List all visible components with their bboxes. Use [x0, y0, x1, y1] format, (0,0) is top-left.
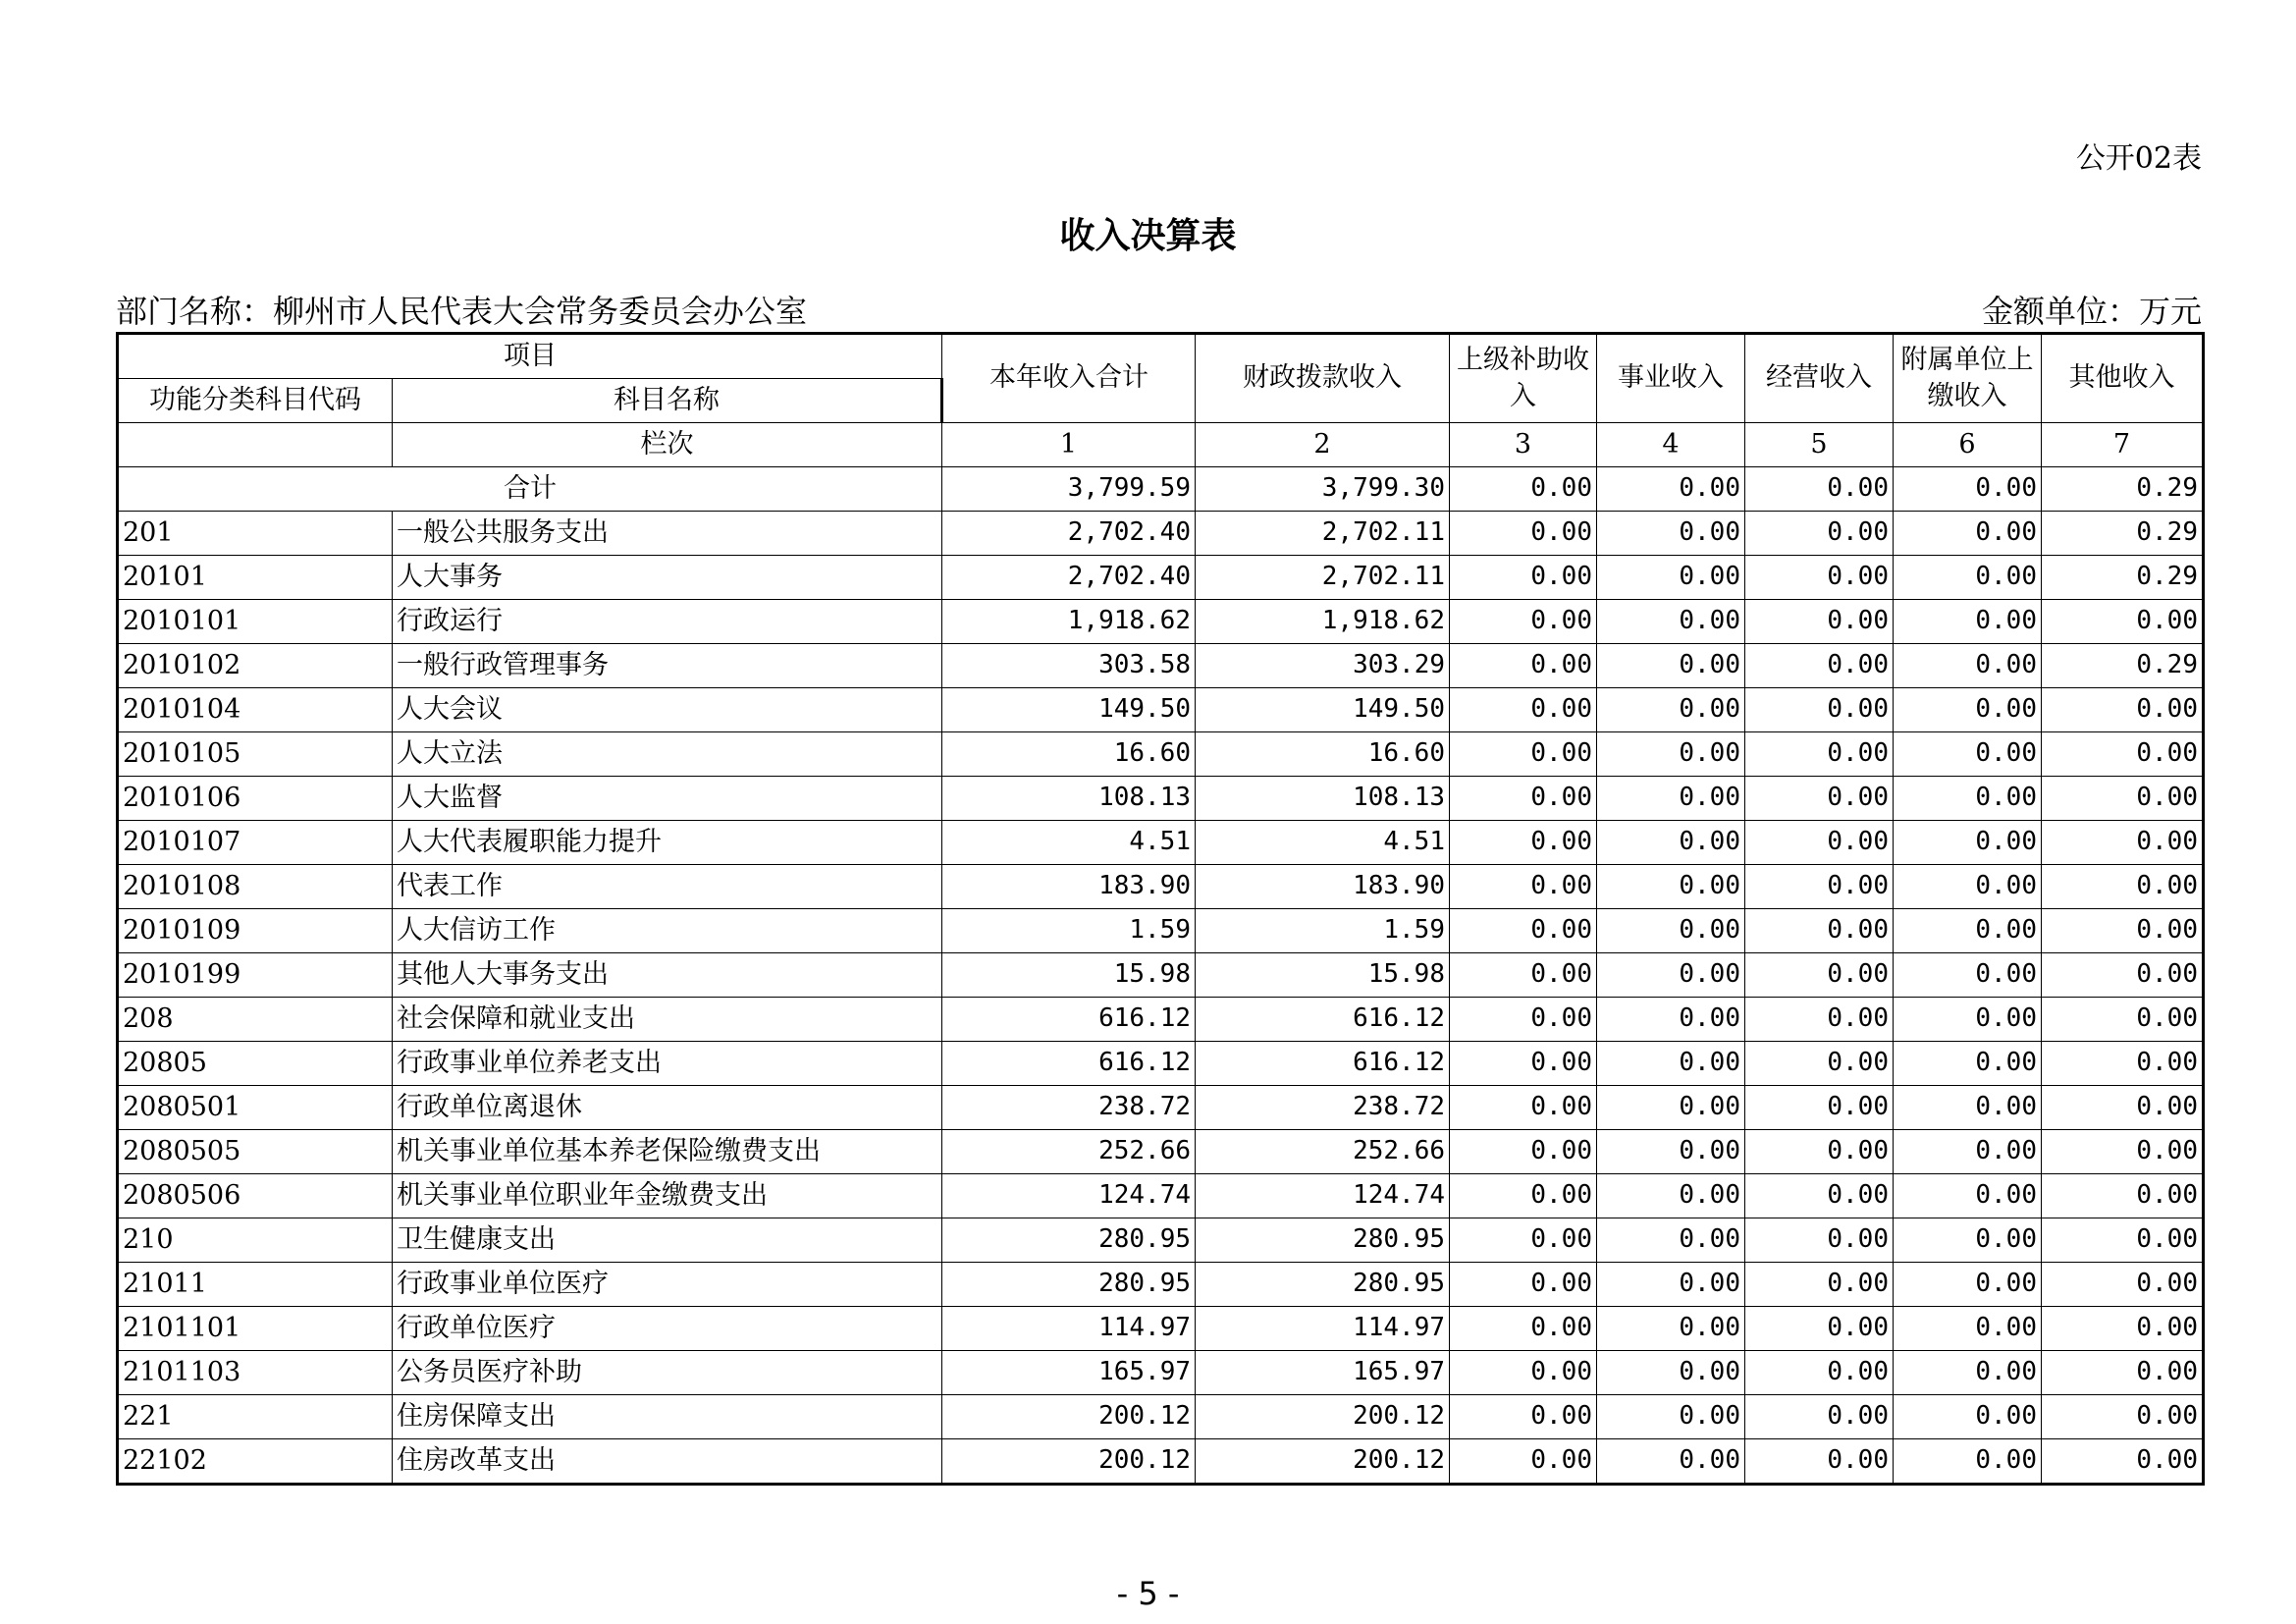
- amount-cell: 0.00: [1745, 821, 1894, 865]
- total-value: 0.29: [2042, 467, 2204, 512]
- header-affiliated: 附属单位上缴收入: [1894, 334, 2042, 423]
- amount-cell: 200.12: [1196, 1439, 1450, 1485]
- total-value: 0.00: [1450, 467, 1597, 512]
- amount-cell: 0.00: [1450, 821, 1597, 865]
- amount-cell: 280.95: [1196, 1218, 1450, 1263]
- subject-name: 人大会议: [393, 688, 942, 732]
- amount-cell: 0.00: [2042, 1174, 2204, 1218]
- total-label: 合计: [118, 467, 942, 512]
- amount-cell: 0.00: [1597, 512, 1745, 556]
- table-row: [118, 821, 2204, 865]
- amount-cell: 0.00: [1450, 688, 1597, 732]
- amount-cell: 0.00: [1597, 1086, 1745, 1130]
- amount-cell: 0.00: [1745, 1086, 1894, 1130]
- amount-cell: 0.00: [1894, 732, 2042, 777]
- amount-cell: 108.13: [1196, 777, 1450, 821]
- table-row: [118, 1439, 2204, 1485]
- subject-code: 2010102: [118, 644, 393, 688]
- amount-cell: 0.00: [1894, 865, 2042, 909]
- amount-cell: 0.00: [1894, 1439, 2042, 1485]
- table-row: [118, 1042, 2204, 1086]
- amount-cell: 0.00: [1597, 953, 1745, 998]
- subject-name: 住房改革支出: [393, 1439, 942, 1485]
- subject-name: 行政单位医疗: [393, 1307, 942, 1351]
- amount-cell: 0.00: [2042, 1395, 2204, 1439]
- amount-cell: 616.12: [942, 998, 1196, 1042]
- total-row: [118, 467, 2204, 512]
- amount-cell: 0.00: [1597, 998, 1745, 1042]
- total-value: 0.00: [1745, 467, 1894, 512]
- amount-cell: 238.72: [1196, 1086, 1450, 1130]
- amount-cell: 0.00: [2042, 1130, 2204, 1174]
- amount-cell: 0.00: [2042, 1042, 2204, 1086]
- total-value: 3,799.59: [942, 467, 1196, 512]
- table-row: [118, 512, 2204, 556]
- total-value: 0.00: [1597, 467, 1745, 512]
- amount-cell: 0.00: [2042, 1351, 2204, 1395]
- amount-cell: 0.00: [2042, 600, 2204, 644]
- amount-cell: 0.00: [1894, 777, 2042, 821]
- col-num: 5: [1745, 423, 1894, 467]
- amount-cell: 0.29: [2042, 512, 2204, 556]
- amount-cell: 0.00: [2042, 1086, 2204, 1130]
- amount-cell: 183.90: [1196, 865, 1450, 909]
- amount-cell: 0.00: [1745, 1218, 1894, 1263]
- amount-cell: 108.13: [942, 777, 1196, 821]
- total-value: 3,799.30: [1196, 467, 1450, 512]
- amount-cell: 0.29: [2042, 644, 2204, 688]
- table-row: [118, 998, 2204, 1042]
- amount-cell: 0.00: [1597, 1439, 1745, 1485]
- subject-code: 2010109: [118, 909, 393, 953]
- amount-cell: 0.00: [1450, 1130, 1597, 1174]
- amount-cell: 0.00: [1597, 1174, 1745, 1218]
- amount-cell: 114.97: [942, 1307, 1196, 1351]
- table-row: [118, 688, 2204, 732]
- amount-cell: 0.00: [1894, 998, 2042, 1042]
- subject-code: 2080506: [118, 1174, 393, 1218]
- subject-name: 公务员医疗补助: [393, 1351, 942, 1395]
- amount-cell: 0.00: [1597, 1263, 1745, 1307]
- amount-cell: 1,918.62: [942, 600, 1196, 644]
- amount-cell: 0.00: [2042, 688, 2204, 732]
- amount-cell: 165.97: [942, 1351, 1196, 1395]
- amount-cell: 0.00: [1745, 732, 1894, 777]
- col-num: 2: [1196, 423, 1450, 467]
- subject-code: 2010199: [118, 953, 393, 998]
- amount-cell: 0.00: [2042, 865, 2204, 909]
- amount-cell: 616.12: [1196, 1042, 1450, 1086]
- page-number: - 5 -: [1116, 1575, 1180, 1612]
- subject-name: 行政事业单位医疗: [393, 1263, 942, 1307]
- amount-cell: 0.00: [1450, 909, 1597, 953]
- amount-cell: 15.98: [942, 953, 1196, 998]
- amount-cell: 0.00: [1597, 1042, 1745, 1086]
- subject-name: 卫生健康支出: [393, 1218, 942, 1263]
- amount-cell: 0.00: [1450, 1263, 1597, 1307]
- table-row: [118, 909, 2204, 953]
- amount-cell: 0.00: [1597, 909, 1745, 953]
- amount-cell: 0.00: [1894, 1174, 2042, 1218]
- amount-cell: 1.59: [942, 909, 1196, 953]
- amount-cell: 280.95: [942, 1218, 1196, 1263]
- amount-cell: 114.97: [1196, 1307, 1450, 1351]
- amount-cell: 0.00: [1745, 1351, 1894, 1395]
- amount-cell: 0.00: [1894, 1042, 2042, 1086]
- subject-name: 人大信访工作: [393, 909, 942, 953]
- amount-cell: 15.98: [1196, 953, 1450, 998]
- amount-cell: 0.00: [1894, 1086, 2042, 1130]
- amount-cell: 0.00: [2042, 1307, 2204, 1351]
- subject-code: 2010105: [118, 732, 393, 777]
- amount-cell: 149.50: [942, 688, 1196, 732]
- subject-code: 2010108: [118, 865, 393, 909]
- amount-cell: 0.00: [1894, 644, 2042, 688]
- table-row: [118, 1086, 2204, 1130]
- subject-code: 2101101: [118, 1307, 393, 1351]
- col-num: 4: [1597, 423, 1745, 467]
- amount-cell: 0.00: [1745, 1174, 1894, 1218]
- amount-cell: 0.00: [1450, 865, 1597, 909]
- amount-cell: 0.00: [1597, 600, 1745, 644]
- amount-cell: 0.00: [1745, 556, 1894, 600]
- amount-cell: 0.00: [1450, 1174, 1597, 1218]
- amount-cell: 16.60: [1196, 732, 1450, 777]
- amount-cell: 0.00: [1894, 688, 2042, 732]
- subject-name: 代表工作: [393, 865, 942, 909]
- amount-cell: 0.00: [1450, 953, 1597, 998]
- amount-cell: 0.00: [1894, 821, 2042, 865]
- amount-cell: 0.00: [1745, 1395, 1894, 1439]
- amount-cell: 0.00: [1745, 998, 1894, 1042]
- amount-cell: 0.00: [1745, 1263, 1894, 1307]
- amount-cell: 616.12: [1196, 998, 1450, 1042]
- subject-name: 机关事业单位基本养老保险缴费支出: [393, 1130, 942, 1174]
- table-row: [118, 865, 2204, 909]
- amount-cell: 0.00: [1597, 1395, 1745, 1439]
- amount-cell: 0.00: [1450, 556, 1597, 600]
- table-row: [118, 1307, 2204, 1351]
- amount-cell: 1,918.62: [1196, 600, 1450, 644]
- amount-cell: 0.00: [1745, 512, 1894, 556]
- amount-cell: 0.00: [2042, 1439, 2204, 1485]
- amount-cell: 0.00: [1597, 1351, 1745, 1395]
- amount-cell: 0.00: [1597, 1307, 1745, 1351]
- amount-cell: 0.00: [1894, 600, 2042, 644]
- amount-cell: 0.00: [1450, 1439, 1597, 1485]
- amount-cell: 0.00: [1597, 732, 1745, 777]
- amount-cell: 0.00: [1450, 732, 1597, 777]
- amount-cell: 0.00: [1597, 777, 1745, 821]
- amount-cell: 0.00: [1450, 1395, 1597, 1439]
- amount-cell: 0.00: [1894, 1307, 2042, 1351]
- amount-cell: 0.00: [1894, 1263, 2042, 1307]
- amount-cell: 0.00: [1597, 556, 1745, 600]
- amount-cell: 0.00: [1450, 644, 1597, 688]
- amount-cell: 0.00: [1745, 909, 1894, 953]
- amount-cell: 0.00: [1745, 1307, 1894, 1351]
- amount-cell: 0.00: [2042, 732, 2204, 777]
- amount-cell: 2,702.11: [1196, 556, 1450, 600]
- subject-name: 行政事业单位养老支出: [393, 1042, 942, 1086]
- header-project: 项目: [118, 334, 942, 379]
- amount-cell: 0.00: [1450, 512, 1597, 556]
- amount-cell: 0.00: [1894, 512, 2042, 556]
- subject-code: 221: [118, 1395, 393, 1439]
- header-fiscal: 财政拨款收入: [1196, 334, 1450, 423]
- total-value: 0.00: [1894, 467, 2042, 512]
- header-total-income: 本年收入合计: [942, 334, 1196, 423]
- table-row: [118, 777, 2204, 821]
- table-row: [118, 732, 2204, 777]
- subject-code: 20101: [118, 556, 393, 600]
- amount-cell: 238.72: [942, 1086, 1196, 1130]
- amount-cell: 2,702.40: [942, 556, 1196, 600]
- amount-cell: 0.00: [1597, 1130, 1745, 1174]
- subject-code: 201: [118, 512, 393, 556]
- amount-cell: 124.74: [1196, 1174, 1450, 1218]
- amount-cell: 0.00: [1450, 777, 1597, 821]
- amount-cell: 0.00: [2042, 953, 2204, 998]
- subject-code: 2010107: [118, 821, 393, 865]
- amount-cell: 0.00: [1745, 600, 1894, 644]
- header-other: 其他收入: [2042, 334, 2204, 423]
- amount-cell: 200.12: [1196, 1395, 1450, 1439]
- amount-cell: 0.00: [2042, 1218, 2204, 1263]
- col-num: 3: [1450, 423, 1597, 467]
- amount-cell: 0.00: [1597, 1218, 1745, 1263]
- form-code: 公开02表: [2075, 141, 2202, 176]
- page-title: 收入决算表: [1059, 215, 1237, 256]
- amount-cell: 0.00: [2042, 998, 2204, 1042]
- col-num: 1: [942, 423, 1196, 467]
- amount-cell: 0.00: [1597, 821, 1745, 865]
- amount-cell: 0.00: [1894, 1130, 2042, 1174]
- header-operating: 经营收入: [1745, 334, 1894, 423]
- amount-cell: 0.00: [1894, 1351, 2042, 1395]
- amount-cell: 2,702.40: [942, 512, 1196, 556]
- table-row: [118, 1174, 2204, 1218]
- subject-code: 21011: [118, 1263, 393, 1307]
- amount-cell: 252.66: [942, 1130, 1196, 1174]
- col-num: 7: [2042, 423, 2204, 467]
- subject-name: 人大事务: [393, 556, 942, 600]
- subject-name: 行政运行: [393, 600, 942, 644]
- header-lanci: 栏次: [393, 423, 942, 467]
- amount-cell: 0.00: [1894, 1218, 2042, 1263]
- amount-cell: 0.00: [1450, 1218, 1597, 1263]
- subject-name: 社会保障和就业支出: [393, 998, 942, 1042]
- amount-cell: 0.00: [1597, 644, 1745, 688]
- table-row: [118, 1395, 2204, 1439]
- subject-name: 人大监督: [393, 777, 942, 821]
- amount-cell: 0.29: [2042, 556, 2204, 600]
- amount-cell: 0.00: [1745, 644, 1894, 688]
- subject-code: 210: [118, 1218, 393, 1263]
- table-row: [118, 600, 2204, 644]
- amount-cell: 0.00: [1894, 1395, 2042, 1439]
- subject-code: 2080501: [118, 1086, 393, 1130]
- subject-code: 2101103: [118, 1351, 393, 1395]
- amount-cell: 0.00: [1450, 1307, 1597, 1351]
- header-name-col: 科目名称: [393, 379, 942, 423]
- amount-unit: 金额单位：万元: [1981, 293, 2202, 330]
- amount-cell: 0.00: [1745, 953, 1894, 998]
- subject-code: 20805: [118, 1042, 393, 1086]
- subject-name: 人大代表履职能力提升: [393, 821, 942, 865]
- table-row: [118, 556, 2204, 600]
- amount-cell: 0.00: [1450, 1086, 1597, 1130]
- col-num: 6: [1894, 423, 2042, 467]
- subject-code: 2010104: [118, 688, 393, 732]
- subject-code: 2080505: [118, 1130, 393, 1174]
- amount-cell: 200.12: [942, 1439, 1196, 1485]
- header-business: 事业收入: [1597, 334, 1745, 423]
- subject-name: 行政单位离退休: [393, 1086, 942, 1130]
- amount-cell: 124.74: [942, 1174, 1196, 1218]
- amount-cell: 149.50: [1196, 688, 1450, 732]
- table-row: [118, 644, 2204, 688]
- amount-cell: 0.00: [1450, 998, 1597, 1042]
- subject-code: 208: [118, 998, 393, 1042]
- header-code-col: 功能分类科目代码: [118, 379, 393, 423]
- amount-cell: 0.00: [2042, 909, 2204, 953]
- amount-cell: 4.51: [1196, 821, 1450, 865]
- subject-name: 住房保障支出: [393, 1395, 942, 1439]
- subject-name: 一般行政管理事务: [393, 644, 942, 688]
- amount-cell: 303.29: [1196, 644, 1450, 688]
- amount-cell: 0.00: [1450, 600, 1597, 644]
- amount-cell: 280.95: [1196, 1263, 1450, 1307]
- amount-cell: 0.00: [1450, 1042, 1597, 1086]
- amount-cell: 0.00: [1745, 1130, 1894, 1174]
- amount-cell: 0.00: [1745, 688, 1894, 732]
- income-table: [116, 332, 2205, 1486]
- subject-code: 2010106: [118, 777, 393, 821]
- amount-cell: 0.00: [2042, 1263, 2204, 1307]
- amount-cell: 2,702.11: [1196, 512, 1450, 556]
- subject-name: 人大立法: [393, 732, 942, 777]
- department-name: 部门名称：柳州市人民代表大会常务委员会办公室: [116, 293, 808, 330]
- amount-cell: 4.51: [942, 821, 1196, 865]
- amount-cell: 0.00: [1745, 1439, 1894, 1485]
- amount-cell: 0.00: [2042, 821, 2204, 865]
- amount-cell: 0.00: [1597, 865, 1745, 909]
- header-superior: 上级补助收入: [1450, 334, 1597, 423]
- amount-cell: 0.00: [1597, 688, 1745, 732]
- amount-cell: 616.12: [942, 1042, 1196, 1086]
- header-blank: [118, 423, 393, 467]
- amount-cell: 1.59: [1196, 909, 1450, 953]
- subject-name: 其他人大事务支出: [393, 953, 942, 998]
- subject-name: 一般公共服务支出: [393, 512, 942, 556]
- amount-cell: 0.00: [1894, 953, 2042, 998]
- table-row: [118, 1351, 2204, 1395]
- amount-cell: 200.12: [942, 1395, 1196, 1439]
- amount-cell: 303.58: [942, 644, 1196, 688]
- amount-cell: 165.97: [1196, 1351, 1450, 1395]
- amount-cell: 252.66: [1196, 1130, 1450, 1174]
- amount-cell: 0.00: [1745, 777, 1894, 821]
- amount-cell: 0.00: [1745, 865, 1894, 909]
- table-row: [118, 953, 2204, 998]
- amount-cell: 0.00: [2042, 777, 2204, 821]
- subject-code: 22102: [118, 1439, 393, 1485]
- amount-cell: 0.00: [1894, 909, 2042, 953]
- table-row: [118, 1130, 2204, 1174]
- amount-cell: 0.00: [1450, 1351, 1597, 1395]
- table-row: [118, 1218, 2204, 1263]
- table-row: [118, 1263, 2204, 1307]
- amount-cell: 0.00: [1894, 556, 2042, 600]
- subject-name: 机关事业单位职业年金缴费支出: [393, 1174, 942, 1218]
- amount-cell: 183.90: [942, 865, 1196, 909]
- subject-code: 2010101: [118, 600, 393, 644]
- amount-cell: 16.60: [942, 732, 1196, 777]
- amount-cell: 280.95: [942, 1263, 1196, 1307]
- amount-cell: 0.00: [1745, 1042, 1894, 1086]
